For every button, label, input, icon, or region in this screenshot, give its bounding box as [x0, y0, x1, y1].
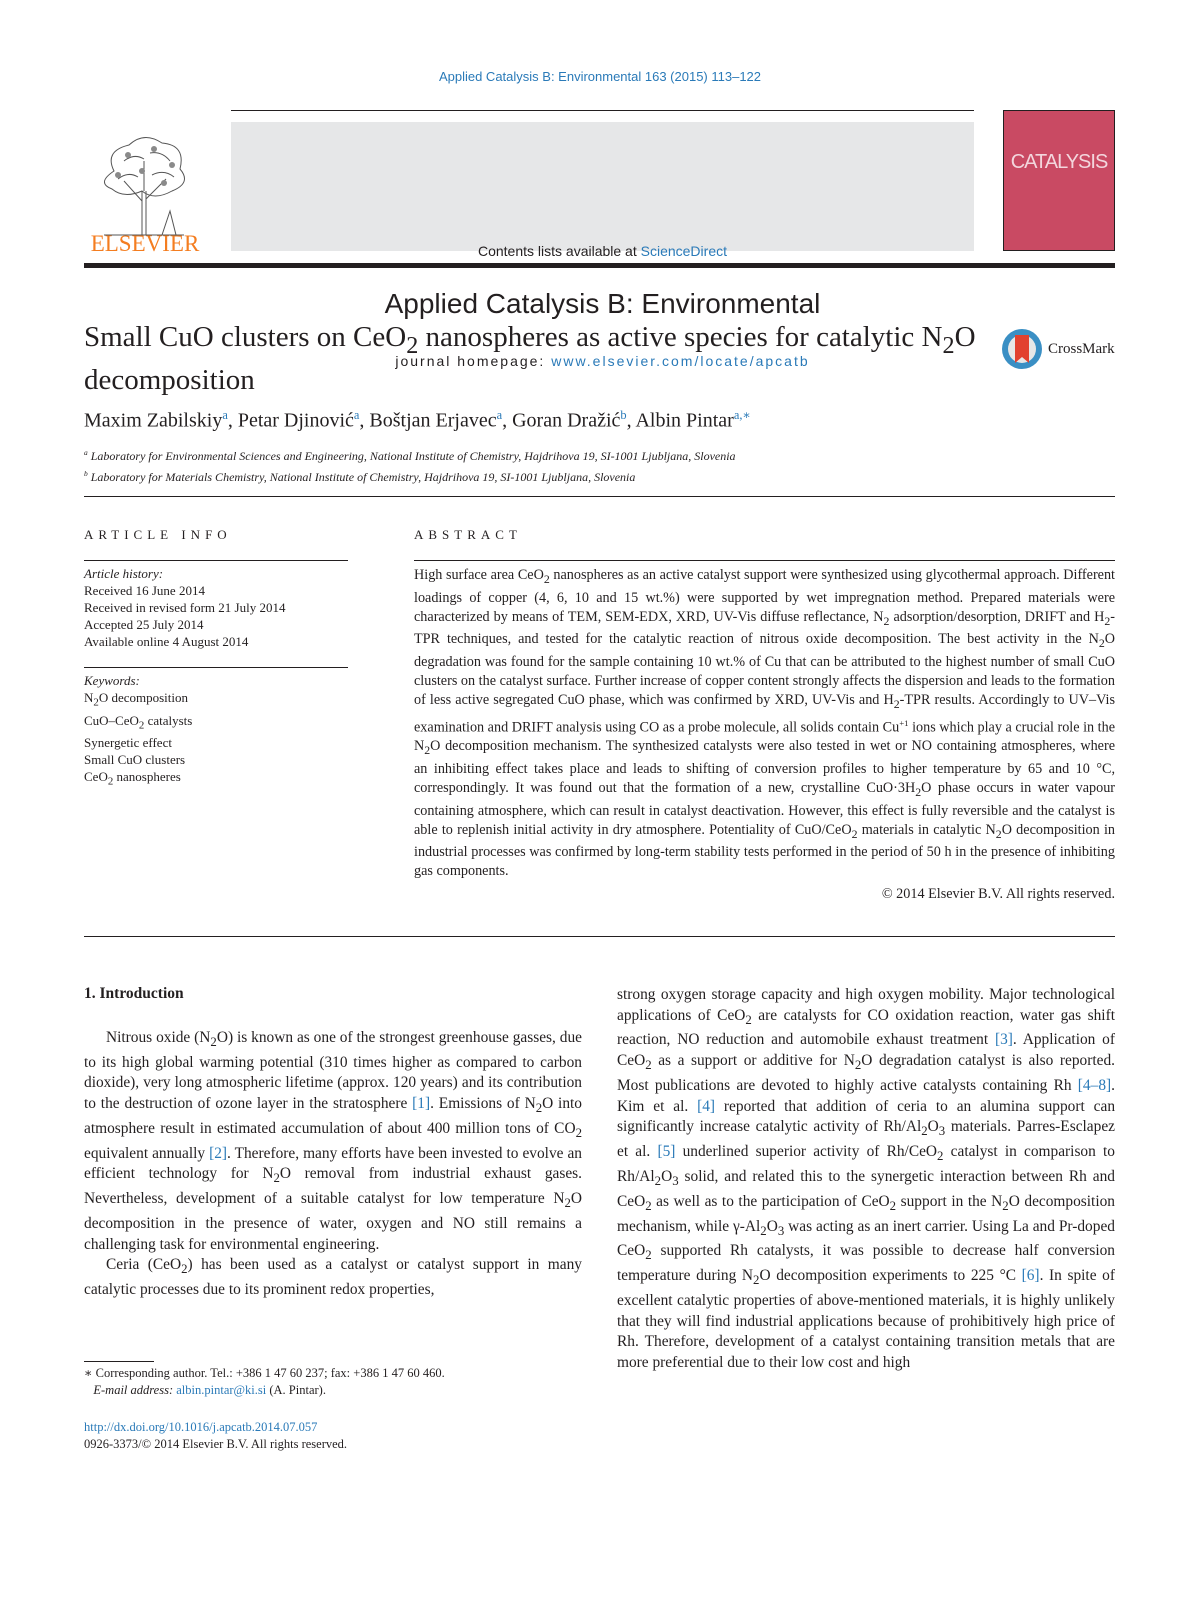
corresponding-author-footnote: ∗ Corresponding author. Tel.: +386 1 47 60 237; fax: +386 1 47 60 460. E-mail address: albin.pintar@ki.si (A. Pintar).	[84, 1366, 445, 1397]
abstract-rule	[414, 560, 1115, 561]
affiliation-rule	[84, 496, 1115, 497]
crossmark-label: CrossMark	[1048, 341, 1115, 357]
abstract-heading: ABSTRACT	[414, 527, 522, 542]
journal-homepage-link[interactable]: www.elsevier.com/locate/apcatb	[551, 353, 810, 369]
affiliations: $^a$ Laboratory for Environmental Sciences and Engineering, National Institute of Chemistry, Hajdrihova 19, SI-1001 Ljubljana, Slovenia $^b$ Laboratory for Materials Chemistry, National Institute of Chemistry, Hajdrihova 19, SI-1001 Ljubljana, Slovenia	[84, 448, 736, 484]
keywords-rule	[84, 667, 348, 668]
doi-block	[84, 1419, 604, 1453]
header-rule	[231, 110, 974, 111]
intro-paragraph-2: Ceria (CeO$_2$) has been used as a catalyst or catalyst support in many catalytic processes due to its prominent redox properties,	[84, 1256, 582, 1299]
intro-paragraph-continued: strong oxygen storage capacity and high oxygen mobility. Major technological applications of CeO$_2$ are catalysts for CO oxidation reaction, water gas shift reaction, NO reduction and automobile exhaust treatment [3]. Application of CeO$_2$ as a support or additive for $N_2O$ degradation catalyst is also reported. Most publications are devoted to highly active catalysts containing Rh [4–8]. Kim et al. [4] reported that addition of ceria to an alumina support can significantly increase catalytic activity of $Rh/Al_2O_3$ materials. Parres-Esclapez et al. [5] underlined superior activity of Rh/CeO$_2$ catalyst in comparison to $Rh/Al_2O_3$ solid, and related this to the synergetic interaction between Rh and CeO$_2$ as well as to the participation of CeO$_2$ support in the $N_2O$ decomposition mechanism, while $\gamma-Al_2O_3$ was acting as an inert carrier. Using La and Pr-doped CeO$_2$ supported Rh catalysts, it was possible to decrease half conversion temperature during $N_2O$ decomposition experiments to 225 °C [6]. In spite of excellent catalytic properties of above-mentioned materials, it is highly unlikely that they will find industrial applications because of prohibitively high price of Rh. Therefore, development of a catalyst containing transition metals that are more preferential due to their low cost and high	[617, 986, 1116, 1371]
crossmark-badge[interactable]	[1000, 325, 1120, 375]
issn-copyright: 0926-3373/© 2014 Elsevier B.V. All rights reserved.	[84, 1437, 348, 1451]
doi-link[interactable]: http://dx.doi.org/10.1016/j.apcatb.2014.07.057	[84, 1420, 318, 1434]
abstract-text: High surface area CeO$_2$ nanospheres as an active catalyst support were synthesized using glycothermal approach. Different loadings of copper (4, 6, 10 and 15 wt.%) were supported by wet impregnation method. Prepared materials were characterized by means of TEM, SEM-EDX, XRD, UV-Vis diffuse reflectance, $N_2$ adsorption/desorption, DRIFT and $H_2$-TPR techniques, and tested for the catalytic reaction of nitrous oxide decomposition. The best activity in the $N_2O$ degradation was found for the sample containing 10 wt.% of Cu that can be attributed to the highest number of small CuO clusters on the catalyst surface. Further increase of copper content strongly affects the dispersion and leads to the formation of less active segregated CuO phase, which was confirmed by XRD, UV-Vis and $H_2$-TPR results. Accordingly to UV–Vis examination and DRIFT analysis using CO as a probe molecule, all solids contain $Cu^{+1}$ ions which play a crucial role in the $N_2O$ decomposition mechanism. The synthesized catalysts were also tested in wet or NO containing atmospheres, where an inhibiting effect takes place and leads to shifting of conversion profiles to higher temperature by 65 and 10 °C, correspondingly. It was found out that the formation of a new, crystalline $CuO\cdot 3H_2O$ phase occurs in water vapour containing atmosphere, which can result in catalyst deactivation. However, this effect is fully reversible and the catalyst is able to replenish initial activity in dry atmosphere. Potentiality of CuO/CeO$_2$ materials in catalytic $N_2O$ decomposition in industrial processes was confirmed by long-term stability tests performed in the period of 50 h in the presence of inhibiting gas components.	[414, 567, 1116, 880]
keywords-list: Keywords: $N_2O$ decomposition CuO–CeO$_2$ catalysts Synergetic effect Small CuO clusters CeO$_2$ nanospheres	[84, 673, 193, 788]
body-rule	[84, 936, 1115, 937]
contents-prefix: Contents lists available at	[477, 243, 641, 259]
homepage-prefix: journal homepage:	[395, 353, 552, 369]
intro-paragraph-1: Nitrous oxide $(N_2O)$ is known as one of the strongest greenhouse gasses, due to its high global warming potential (310 times higher as compared to carbon dioxide), very long atmospheric lifetime (approx. 120 years) and its contribution to the destruction of ozone layer in the stratosphere [1]. Emissions of $N_2O$ into atmosphere result in estimated accumulation of about 400 million tons of $CO_2$ equivalent annually [2]. Therefore, many efforts have been invested to evolve an efficient technology for $N_2O$ removal from industrial exhaust gases. Nevertheless, development of a suitable catalyst for low temperature $N_2O$ decomposition in the presence of water, oxygen and NO still remains a challenging task for environmental engineering.	[84, 1029, 583, 1253]
journal-citation[interactable]: Applied Catalysis B: Environmental 163 (2015) 113–122	[438, 69, 762, 84]
body-column-left	[84, 1028, 582, 1301]
cover-title: CATALYSIS	[1010, 151, 1108, 173]
header-thick-rule	[84, 263, 1115, 268]
publisher-wordmark: ELSEVIER	[90, 231, 200, 256]
footnote-rule	[84, 1361, 154, 1362]
journal-cover-thumbnail[interactable]	[1003, 110, 1115, 251]
article-info-heading: ARTICLE INFO	[84, 527, 232, 542]
crossmark-icon	[1000, 327, 1044, 371]
abstract-copyright: © 2014 Elsevier B.V. All rights reserved.	[881, 886, 1115, 902]
contents-line	[231, 243, 974, 259]
journal-name: Applied Catalysis B: Environmental	[384, 288, 821, 319]
article-info-rule	[84, 560, 348, 561]
article-history: Article history: Received 16 June 2014 Received in revised form 21 July 2014 Accepted 25 July 2014 Available online 4 August 2014	[84, 566, 286, 649]
introduction-heading: 1. Introduction	[84, 985, 184, 1002]
sciencedirect-link[interactable]: ScienceDirect	[640, 243, 727, 259]
author-list: Maxim Zabilskiy$^a$, Petar Djinović$^a$, Boštjan Erjavec$^a$, Goran Dražić$^b$, Albin Pintar$^{a,∗}$	[84, 408, 751, 432]
body-column-right	[617, 985, 1115, 1374]
article-title: Small CuO clusters on CeO$_2$ nanospheres as active species for catalytic $N_2O$ decomposition	[84, 321, 976, 396]
